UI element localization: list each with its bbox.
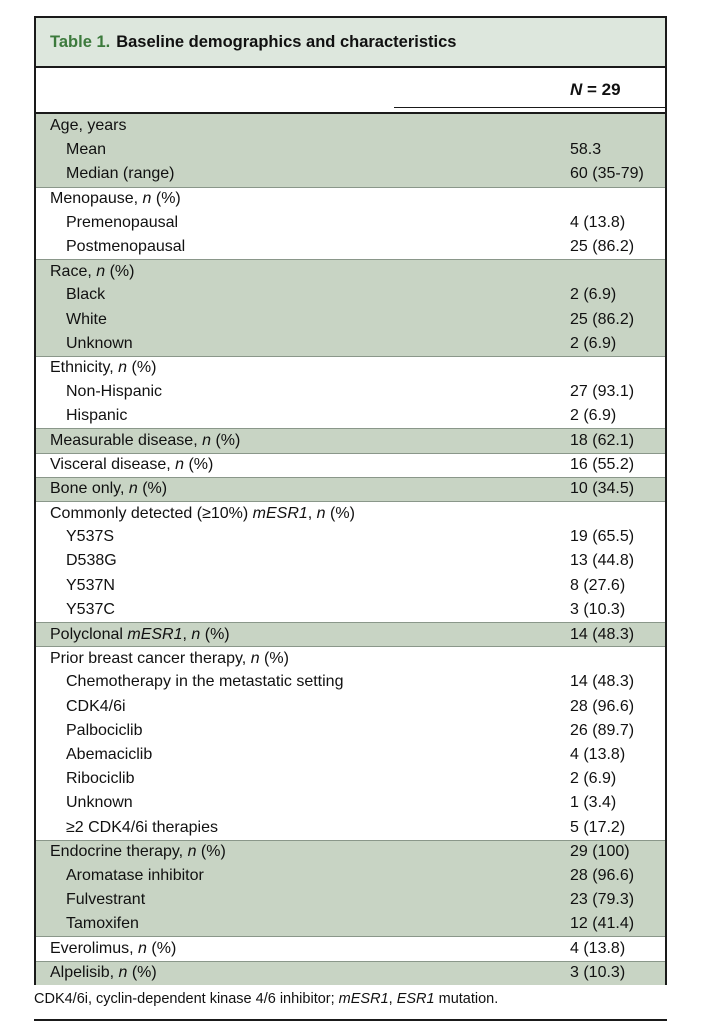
row-label-italic: n	[250, 649, 260, 667]
row-label	[50, 456, 213, 474]
row-label-text: Non-Hispanic	[66, 383, 163, 401]
row-label-text: Unknown	[66, 794, 133, 812]
row-value: 3 (10.3)	[570, 964, 626, 982]
row-label	[50, 650, 289, 668]
row-label	[66, 552, 117, 570]
row-label	[50, 432, 240, 450]
row-label-text: Measurable disease,	[50, 432, 203, 450]
bottom-rule	[34, 1019, 667, 1021]
table-row	[36, 719, 665, 743]
header-rule	[394, 107, 665, 108]
row-label-text: White	[66, 310, 107, 328]
row-label-text: Y537S	[66, 528, 115, 546]
row-label	[66, 286, 105, 304]
row-value: 2 (6.9)	[570, 770, 617, 788]
row-label-text: Hispanic	[66, 407, 128, 425]
row-label	[66, 915, 139, 933]
table-row	[36, 791, 665, 815]
row-label-text: Chemotherapy in the metastatic setting	[66, 673, 344, 691]
row-value: 60 (35-79)	[570, 165, 644, 183]
table-row	[36, 574, 665, 598]
row-label-text: ≥2 CDK4/6i therapies	[66, 818, 218, 836]
row-label	[66, 770, 134, 788]
table-row	[36, 453, 665, 477]
row-label-text: (%)	[200, 625, 230, 643]
row-label-text: Age, years	[50, 117, 127, 135]
table-caption	[36, 18, 665, 68]
footnote-italic-2: ESR1	[396, 991, 435, 1007]
table-row	[36, 404, 665, 428]
row-value: 3 (10.3)	[570, 600, 626, 618]
table-title: Baseline demographics and characteristics	[116, 32, 457, 51]
row-label	[50, 626, 230, 644]
row-label-italic: n	[202, 432, 211, 450]
row-value: 25 (86.2)	[570, 310, 635, 328]
table-row	[36, 936, 665, 960]
row-value: 14 (48.3)	[570, 625, 635, 643]
row-label	[50, 263, 134, 281]
row-value: 29 (100)	[570, 843, 630, 861]
row-value: 14 (48.3)	[570, 673, 635, 691]
row-label	[50, 117, 126, 135]
row-label-text: Black	[66, 286, 106, 304]
row-value: 28 (96.6)	[570, 697, 635, 715]
table-row	[36, 598, 665, 622]
row-value: 2 (6.9)	[570, 286, 617, 304]
row-label-text: ,	[182, 625, 192, 643]
row-label-text: Menopause,	[50, 190, 143, 208]
row-value: 10 (34.5)	[570, 480, 635, 498]
row-value: 2 (6.9)	[570, 334, 617, 352]
footnote-italic-1: mESR1	[338, 991, 389, 1007]
footnote-text-2: ,	[388, 991, 397, 1007]
row-label	[66, 673, 343, 691]
row-label	[66, 601, 115, 619]
table-row	[36, 477, 665, 501]
row-label-text: (%)	[127, 964, 157, 982]
row-label-text: (%)	[105, 262, 135, 280]
table-row	[36, 743, 665, 767]
row-label-italic: n	[191, 625, 201, 643]
row-label-text: Ribociclib	[66, 770, 135, 788]
row-label-text: Unknown	[66, 334, 133, 352]
row-label-text: (%)	[151, 190, 181, 208]
footnote-text-3: mutation.	[434, 991, 499, 1007]
row-label-italic: mESR1	[252, 504, 308, 522]
row-label-text: Mean	[66, 141, 107, 159]
row-label	[50, 505, 355, 523]
row-label	[66, 722, 142, 740]
row-value: 5 (17.2)	[570, 818, 626, 836]
row-value: 16 (55.2)	[570, 456, 635, 474]
table-row	[36, 428, 665, 452]
row-label-text: Tamoxifen	[66, 915, 139, 933]
table-row	[36, 670, 665, 694]
row-label	[66, 238, 185, 256]
table-row	[36, 695, 665, 719]
row-label-text: Median (range)	[66, 165, 175, 183]
row-label-text: Aromatase inhibitor	[66, 866, 204, 884]
row-label-text: (%)	[259, 649, 289, 667]
table-row	[36, 235, 665, 259]
row-label	[50, 480, 167, 498]
row-label	[66, 311, 107, 329]
row-label-text: Alpelisib,	[50, 964, 119, 982]
row-label	[66, 794, 133, 812]
row-label-text: Fulvestrant	[66, 891, 146, 909]
table-row	[36, 356, 665, 380]
table-row	[36, 114, 665, 138]
row-label	[50, 190, 181, 208]
row-value: 12 (41.4)	[570, 915, 635, 933]
row-value: 4 (13.8)	[570, 745, 626, 763]
row-value: 4 (13.8)	[570, 939, 626, 957]
row-value: 25 (86.2)	[570, 238, 635, 256]
row-label-text: Endocrine therapy,	[50, 843, 188, 861]
row-label	[66, 165, 175, 183]
table-row	[36, 525, 665, 549]
row-value: 8 (27.6)	[570, 576, 626, 594]
row-label-text: Commonly detected (≥10%)	[50, 504, 253, 522]
row-label-text: Bone only,	[50, 480, 129, 498]
row-label-text: (%)	[137, 480, 168, 498]
sample-size-header	[570, 80, 621, 100]
row-value: 58.3	[570, 141, 602, 159]
footnote-text-1: CDK4/6i, cyclin-dependent kinase 4/6 inhibitor;	[34, 991, 339, 1007]
row-label-italic: n	[316, 504, 326, 522]
row-value: 1 (3.4)	[570, 794, 617, 812]
table-row	[36, 162, 665, 186]
row-label	[50, 359, 156, 377]
table-row	[36, 767, 665, 791]
row-label-text: Race,	[50, 262, 97, 280]
row-label-text: Polyclonal	[50, 625, 128, 643]
row-label-text: Prior breast cancer therapy,	[50, 649, 251, 667]
table-row	[36, 308, 665, 332]
table-row	[36, 211, 665, 235]
table-row	[36, 380, 665, 404]
row-label-text: ,	[307, 504, 317, 522]
row-label-text: (%)	[127, 359, 157, 377]
table-row	[36, 138, 665, 162]
row-label-italic: n	[118, 964, 128, 982]
n-symbol: N	[570, 80, 583, 99]
table-row	[36, 332, 665, 356]
table-row	[36, 283, 665, 307]
table-row	[36, 888, 665, 912]
row-label-text: Premenopausal	[66, 213, 179, 231]
row-label	[50, 964, 157, 982]
table-row	[36, 912, 665, 936]
row-label-text: Palbociclib	[66, 721, 143, 739]
row-label	[66, 746, 152, 764]
table-row	[36, 646, 665, 670]
row-value: 13 (44.8)	[570, 552, 635, 570]
row-label	[50, 940, 176, 958]
table-row	[36, 259, 665, 283]
row-label-text: D538G	[66, 552, 117, 570]
row-value: 23 (79.3)	[570, 891, 635, 909]
row-label	[66, 891, 145, 909]
row-label-italic: n	[175, 456, 185, 474]
row-label	[66, 383, 162, 401]
row-label-text: (%)	[146, 939, 177, 957]
table-number: Table 1.	[50, 32, 111, 51]
row-value: 4 (13.8)	[570, 213, 626, 231]
row-label-italic: mESR1	[127, 625, 183, 643]
row-label-text: (%)	[196, 843, 226, 861]
row-label-text: (%)	[211, 432, 241, 450]
table-row	[36, 549, 665, 573]
row-label-italic: n	[142, 190, 152, 208]
row-value: 28 (96.6)	[570, 866, 635, 884]
row-label-italic: n	[118, 359, 128, 377]
row-label-text: Abemaciclib	[66, 745, 153, 763]
table-row	[36, 815, 665, 839]
table-body	[36, 114, 665, 985]
row-label-text: Y537N	[66, 576, 115, 594]
row-label-text: (%)	[325, 504, 355, 522]
row-label	[66, 528, 114, 546]
row-label-text: (%)	[184, 456, 214, 474]
row-value: 18 (62.1)	[570, 432, 635, 450]
row-label	[66, 335, 133, 353]
baseline-table	[34, 16, 667, 985]
row-label-italic: n	[128, 480, 138, 498]
table-row	[36, 501, 665, 525]
row-label-text: Postmenopausal	[66, 238, 186, 256]
row-label	[66, 698, 126, 716]
row-label-text: Ethnicity,	[50, 359, 119, 377]
table-row	[36, 961, 665, 985]
row-value: 27 (93.1)	[570, 383, 635, 401]
table-footnote	[34, 991, 498, 1007]
row-label	[66, 214, 178, 232]
row-value: 2 (6.9)	[570, 407, 617, 425]
row-label	[66, 407, 127, 425]
column-header-row	[36, 68, 665, 114]
row-value: 19 (65.5)	[570, 528, 635, 546]
row-label-text: Y537C	[66, 600, 115, 618]
row-label-text: CDK4/6i	[66, 697, 126, 715]
row-label-italic: n	[96, 262, 106, 280]
table-row	[36, 864, 665, 888]
row-label-italic: n	[187, 843, 197, 861]
row-label	[66, 867, 204, 885]
table-row	[36, 187, 665, 211]
row-value: 26 (89.7)	[570, 721, 635, 739]
row-label-text: Everolimus,	[50, 939, 139, 957]
row-label	[66, 819, 218, 837]
table-row	[36, 622, 665, 646]
table-row	[36, 840, 665, 864]
n-value: = 29	[582, 80, 621, 99]
row-label-text: Visceral disease,	[50, 456, 176, 474]
row-label	[50, 843, 226, 861]
row-label	[66, 141, 106, 159]
row-label-italic: n	[138, 939, 147, 957]
row-label	[66, 577, 115, 595]
